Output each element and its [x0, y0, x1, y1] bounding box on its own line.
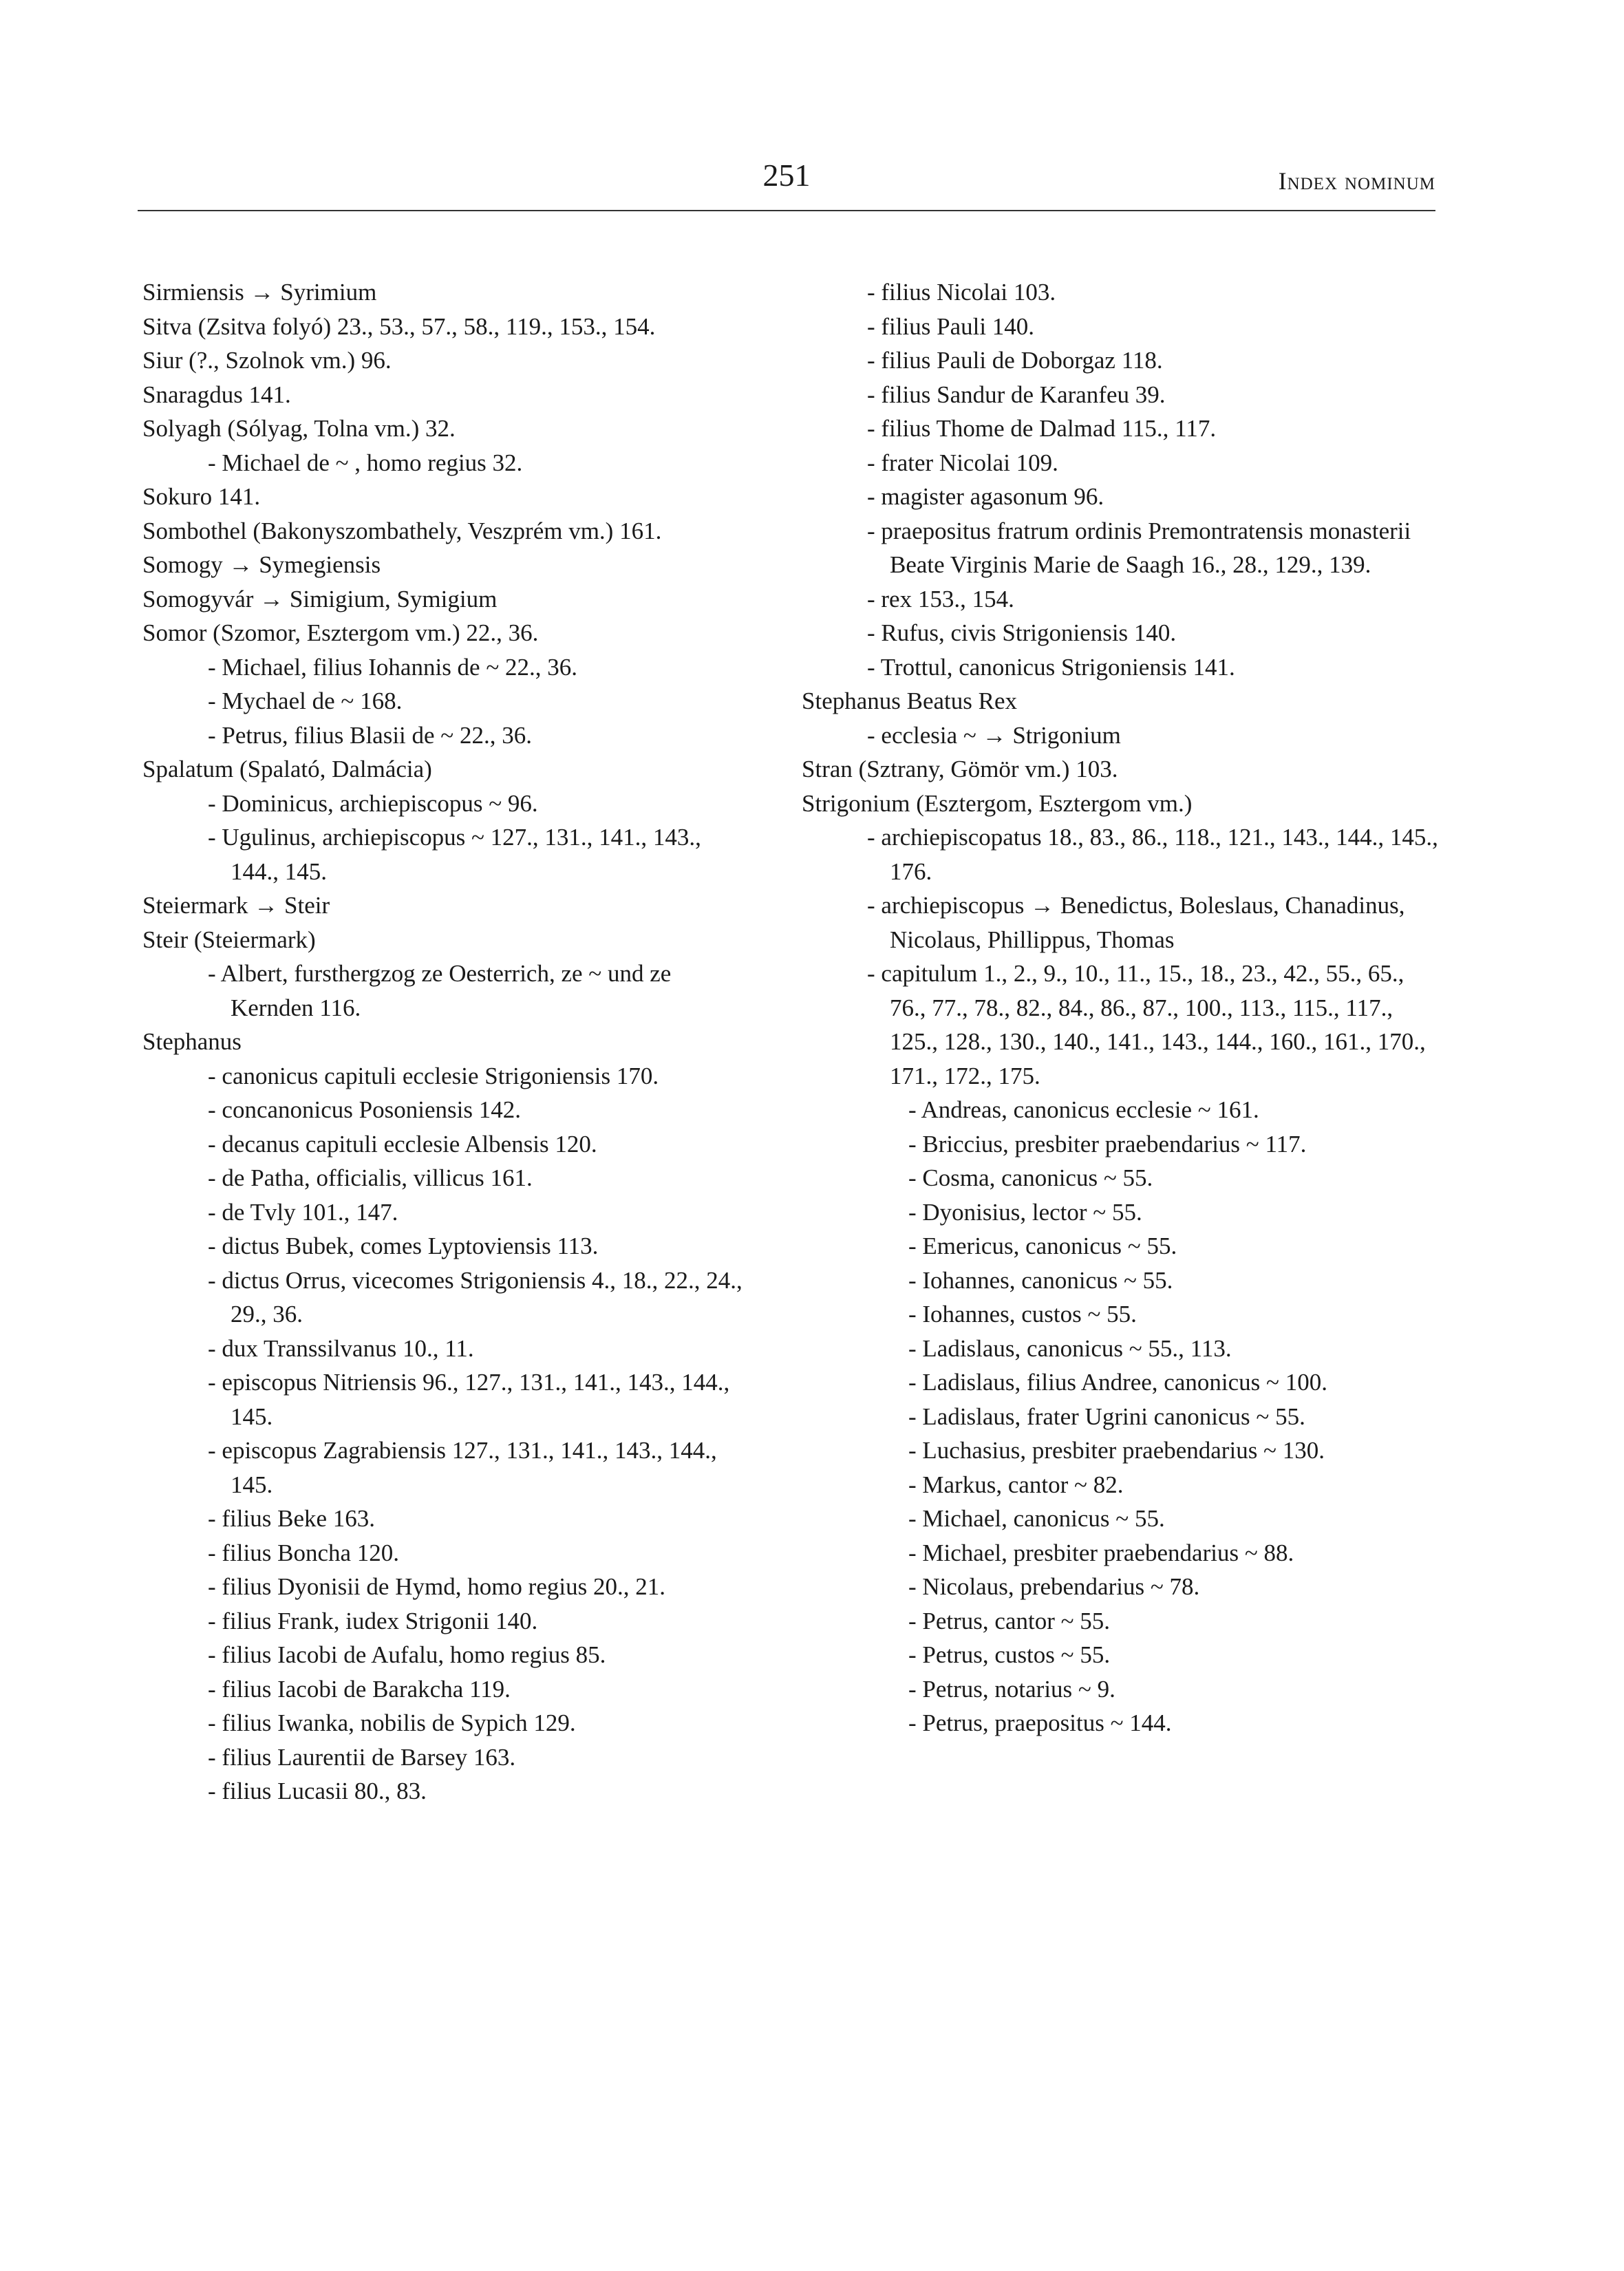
index-subentry: - Albert, fursthergzog ze Oesterrich, ze ~ und ze Kernden 116. [208, 960, 672, 1021]
index-subentry: - filius Laurentii de Barsey 163. [208, 1743, 516, 1771]
index-subentry: - Luchasius, presbiter praebendarius ~ 130. [908, 1437, 1325, 1464]
index-subentry: - Ladislaus, frater Ugrini canonicus ~ 55. [908, 1403, 1305, 1430]
index-headword: Siur (?., Szolnok vm.) 96. [142, 347, 392, 374]
index-subentry: - filius Lucasii 80., 83. [208, 1778, 427, 1804]
index-column-left [142, 275, 755, 1809]
index-subentry: - frater Nicolai 109. [867, 449, 1058, 476]
index-subentry: - Michael de ~ , homo regius 32. [208, 449, 523, 476]
index-subentry: - filius Iacobi de Barakcha 119. [208, 1675, 511, 1703]
index-headword: Solyagh (Sólyag, Tolna vm.) 32. [142, 415, 456, 442]
page-number: 251 [762, 158, 811, 193]
index-subentry: - Dyonisius, lector ~ 55. [908, 1198, 1142, 1226]
index-column-right [802, 275, 1438, 1740]
index-subentry: - Trottul, canonicus Strigoniensis 141. [867, 653, 1235, 681]
index-subentry: - Andreas, canonicus ecclesie ~ 161. [908, 1096, 1259, 1123]
index-subentry: - episcopus Zagrabiensis 127., 131., 141., 143., 144., 145. [208, 1437, 717, 1498]
index-subentry: - filius Beke 163. [208, 1505, 376, 1532]
index-subentry: - dictus Orrus, vicecomes Strigoniensis 4., 18., 22., 24., 29., 36. [208, 1266, 742, 1328]
index-subentry: - Ladislaus, filius Andree, canonicus ~ 100. [908, 1369, 1327, 1396]
index-headword: Somor (Szomor, Esztergom vm.) 22., 36. [142, 619, 539, 646]
running-head: Index nominum [1278, 167, 1435, 195]
index-subentry: - Petrus, cantor ~ 55. [908, 1607, 1111, 1634]
index-subentry: - canonicus capituli ecclesie Strigoniensis 170. [208, 1062, 659, 1089]
index-subentry: - magister agasonum 96. [867, 483, 1104, 510]
index-subentry: - filius Thome de Dalmad 115., 117. [867, 415, 1217, 442]
index-subentry: - Michael, canonicus ~ 55. [908, 1505, 1165, 1532]
index-subentry: - filius Iacobi de Aufalu, homo regius 85. [208, 1641, 606, 1668]
index-headword: Somogyvár → Simigium, Symigium [142, 585, 498, 612]
index-subentry: - Mychael de ~ 168. [208, 687, 403, 714]
index-subentry: - filius Pauli 140. [867, 312, 1035, 340]
index-subentry: - Nicolaus, prebendarius ~ 78. [908, 1573, 1200, 1600]
index-subentry: - filius Dyonisii de Hymd, homo regius 20., 21. [208, 1573, 665, 1600]
page-header [138, 157, 1435, 205]
index-subentry: - Petrus, filius Blasii de ~ 22., 36. [208, 721, 532, 749]
index-subentry: - Petrus, custos ~ 55. [908, 1641, 1111, 1668]
index-subentry: - concanonicus Posoniensis 142. [208, 1096, 521, 1123]
index-headword: Sitva (Zsitva folyó) 23., 53., 57., 58., 119., 153., 154. [142, 312, 656, 340]
index-headword: Sokuro 141. [142, 483, 261, 510]
index-subentry: - Cosma, canonicus ~ 55. [908, 1164, 1153, 1191]
index-headword: Somogy → Symegiensis [142, 551, 381, 578]
index-subentry: - filius Sandur de Karanfeu 39. [867, 381, 1166, 408]
index-subentry: - dictus Bubek, comes Lyptoviensis 113. [208, 1233, 599, 1259]
index-subentry: - Petrus, notarius ~ 9. [908, 1675, 1115, 1703]
index-subentry: - dux Transsilvanus 10., 11. [208, 1334, 474, 1362]
index-subentry: - Rufus, civis Strigoniensis 140. [867, 619, 1177, 646]
index-headword: Steir (Steiermark) [142, 926, 316, 953]
index-subentry: - Dominicus, archiepiscopus ~ 96. [208, 789, 538, 817]
index-subentry: - Petrus, praepositus ~ 144. [908, 1709, 1172, 1736]
header-rule [138, 210, 1435, 211]
index-headword: Stephanus Beatus Rex [802, 687, 1018, 714]
index-subentry: - Ladislaus, canonicus ~ 55., 113. [908, 1334, 1232, 1362]
index-subentry: - archiepiscopus → Benedictus, Boleslaus, Chanadinus, Nicolaus, Phillippus, Thomas [867, 892, 1405, 953]
index-subentry: - Emericus, canonicus ~ 55. [908, 1233, 1177, 1259]
index-subentry: - Iohannes, canonicus ~ 55. [908, 1266, 1173, 1294]
index-subentry: - praepositus fratrum ordinis Premontratensis monasterii Beate Virginis Marie de Saagh 16., 28., 129., 139. [867, 517, 1411, 578]
index-subentry: - Michael, presbiter praebendarius ~ 88. [908, 1539, 1294, 1566]
index-subentry: - filius Nicolai 103. [867, 279, 1056, 306]
index-subentry: - filius Iwanka, nobilis de Sypich 129. [208, 1709, 576, 1736]
index-subentry: - decanus capituli ecclesie Albensis 120. [208, 1130, 597, 1158]
index-subentry: - capitulum 1., 2., 9., 10., 11., 15., 18., 23., 42., 55., 65., 76., 77., 78., 82., 84., 86., 87., 100., 113., 115., 117., 125., 128., 130., 140., 141., 143., 144., 160., 161., 170., 171., 172., 175. [867, 960, 1426, 1089]
index-subentry: - Briccius, presbiter praebendarius ~ 117. [908, 1130, 1307, 1158]
index-headword: Stran (Sztrany, Gömör vm.) 103. [802, 756, 1118, 782]
index-headword: Snaragdus 141. [142, 381, 291, 408]
index-subentry: - archiepiscopatus 18., 83., 86., 118., 121., 143., 144., 145., 176. [867, 824, 1438, 885]
index-subentry: - episcopus Nitriensis 96., 127., 131., 141., 143., 144., 145. [208, 1369, 730, 1430]
index-subentry: - filius Pauli de Doborgaz 118. [867, 347, 1163, 374]
index-headword: Sirmiensis → Syrimium [142, 279, 377, 306]
index-headword: Stephanus [142, 1028, 242, 1055]
index-headword: Steiermark → Steir [142, 892, 330, 919]
index-subentry: - filius Frank, iudex Strigonii 140. [208, 1607, 538, 1634]
index-headword: Sombothel (Bakonyszombathely, Veszprém vm.) 161. [142, 517, 662, 544]
index-headword: Spalatum (Spalató, Dalmácia) [142, 756, 432, 782]
index-subentry: - Iohannes, custos ~ 55. [908, 1301, 1137, 1328]
index-subentry: - rex 153., 154. [867, 585, 1014, 612]
index-subentry: - filius Boncha 120. [208, 1539, 400, 1566]
index-headword: Strigonium (Esztergom, Esztergom vm.) [802, 789, 1193, 817]
index-subentry: - de Tvly 101., 147. [208, 1198, 398, 1226]
index-subentry: - Ugulinus, archiepiscopus ~ 127., 131., 141., 143., 144., 145. [208, 824, 701, 885]
index-subentry: - de Patha, officialis, villicus 161. [208, 1164, 533, 1191]
index-subentry: - ecclesia ~ → Strigonium [867, 721, 1121, 749]
index-subentry: - Markus, cantor ~ 82. [908, 1471, 1124, 1498]
index-subentry: - Michael, filius Iohannis de ~ 22., 36. [208, 653, 578, 681]
